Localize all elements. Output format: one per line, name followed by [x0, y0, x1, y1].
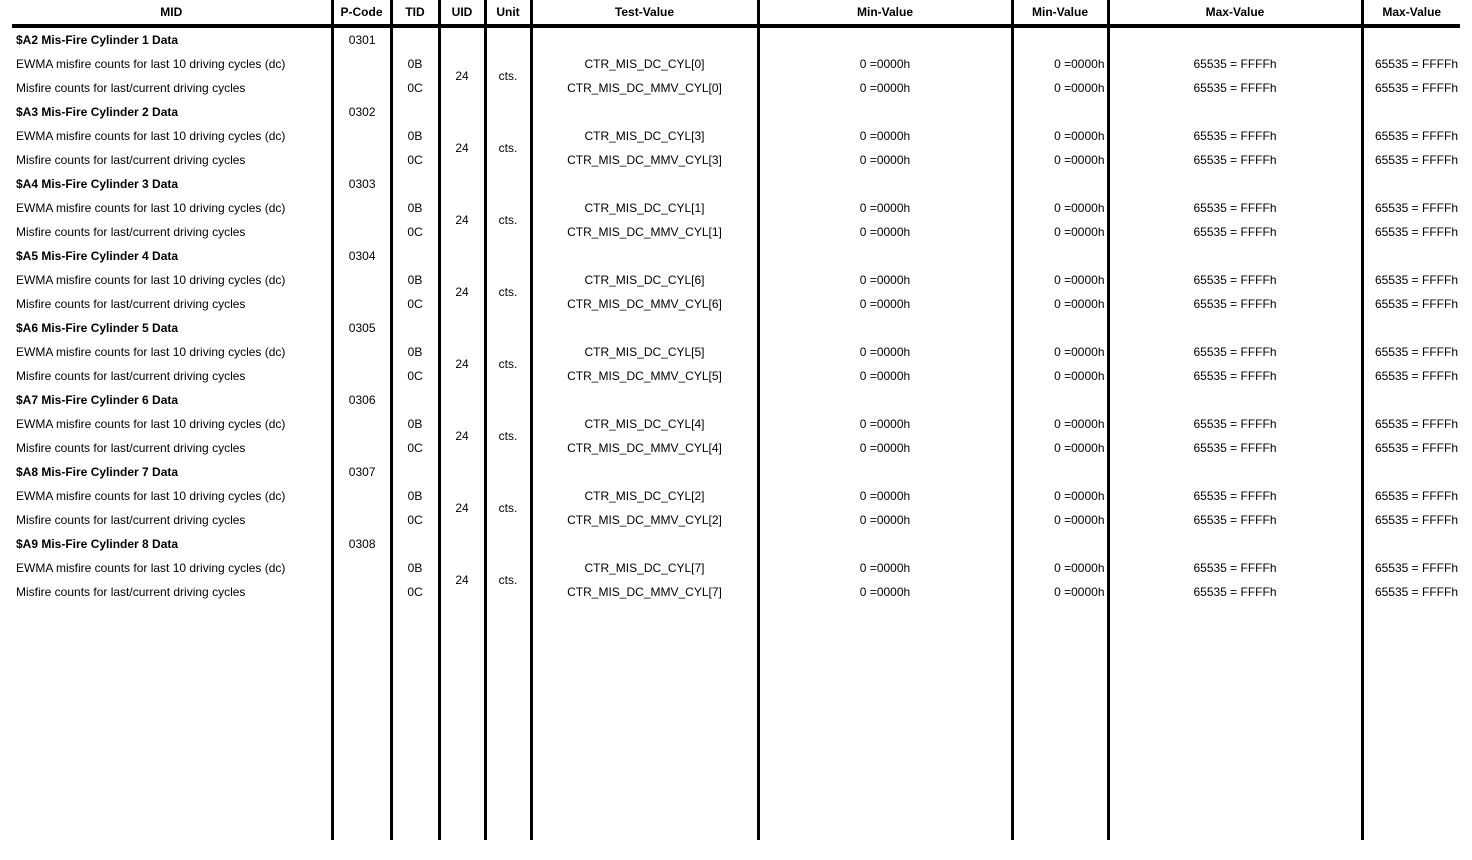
col-header-max-value-1: Max-Value	[1108, 0, 1362, 26]
max-value-1: 65535 = FFFFh	[1108, 340, 1362, 364]
table-row	[12, 220, 1460, 244]
tid-value: 0B	[391, 268, 439, 292]
table-row	[12, 148, 1460, 172]
empty-cell	[1108, 244, 1362, 268]
empty-cell	[485, 26, 531, 52]
col-header-pcode: P-Code	[332, 0, 391, 26]
tid-value: 0C	[391, 292, 439, 316]
empty-cell	[1108, 100, 1362, 124]
unit-value: cts.	[485, 412, 531, 460]
empty-cell	[1362, 460, 1460, 484]
test-value: CTR_MIS_DC_CYL[3]	[531, 124, 758, 148]
test-description: EWMA misfire counts for last 10 driving cycles (dc)	[16, 345, 286, 359]
max-value-2: 65535 = FFFFh	[1362, 52, 1460, 76]
empty-cell	[1012, 26, 1108, 52]
max-value-2: 65535 = FFFFh	[1362, 484, 1460, 508]
max-value-1: 65535 = FFFFh	[1108, 220, 1362, 244]
test-value: CTR_MIS_DC_MMV_CYL[0]	[531, 76, 758, 100]
group-title-row	[12, 26, 1460, 52]
pcode-value: 0304	[332, 244, 391, 268]
pcode-value: 0303	[332, 172, 391, 196]
mid-title: $A6 Mis-Fire Cylinder 5 Data	[16, 321, 179, 335]
col-header-min-value-1: Min-Value	[758, 0, 1012, 26]
test-description: Misfire counts for last/current driving cycles	[16, 81, 246, 95]
max-value-1: 65535 = FFFFh	[1108, 580, 1362, 604]
empty-cell	[439, 532, 485, 556]
empty-cell	[332, 580, 391, 604]
test-value: CTR_MIS_DC_CYL[4]	[531, 412, 758, 436]
min-value-1: 0 =0000h	[758, 196, 1012, 220]
uid-value: 24	[439, 268, 485, 316]
max-value-2: 65535 = FFFFh	[1362, 220, 1460, 244]
group-title-row	[12, 100, 1460, 124]
mid-title: $A9 Mis-Fire Cylinder 8 Data	[16, 537, 179, 551]
empty-cell	[758, 100, 1012, 124]
empty-cell	[332, 436, 391, 460]
empty-cell	[12, 604, 332, 840]
test-value: CTR_MIS_DC_MMV_CYL[7]	[531, 580, 758, 604]
empty-cell	[439, 388, 485, 412]
col-header-uid: UID	[439, 0, 485, 26]
empty-cell	[391, 100, 439, 124]
test-value: CTR_MIS_DC_MMV_CYL[5]	[531, 364, 758, 388]
min-value-1: 0 =0000h	[758, 436, 1012, 460]
empty-cell	[758, 316, 1012, 340]
empty-cell	[439, 26, 485, 52]
min-value-1: 0 =0000h	[758, 76, 1012, 100]
test-description: EWMA misfire counts for last 10 driving cycles (dc)	[16, 57, 286, 71]
empty-cell	[1012, 604, 1108, 840]
uid-value: 24	[439, 52, 485, 100]
table-row	[12, 76, 1460, 100]
empty-cell	[485, 460, 531, 484]
test-description: EWMA misfire counts for last 10 driving cycles (dc)	[16, 561, 286, 575]
empty-cell	[1108, 172, 1362, 196]
tid-value: 0C	[391, 220, 439, 244]
empty-cell	[1108, 26, 1362, 52]
empty-cell	[531, 100, 758, 124]
mid-title: $A4 Mis-Fire Cylinder 3 Data	[16, 177, 179, 191]
uid-value: 24	[439, 412, 485, 460]
empty-cell	[332, 220, 391, 244]
empty-cell	[391, 460, 439, 484]
empty-cell	[531, 388, 758, 412]
empty-cell	[332, 268, 391, 292]
empty-cell	[332, 508, 391, 532]
min-value-2: 0 =0000h	[1012, 556, 1108, 580]
min-value-2: 0 =0000h	[1012, 292, 1108, 316]
empty-cell	[391, 532, 439, 556]
empty-cell	[1362, 100, 1460, 124]
table-row	[12, 292, 1460, 316]
empty-cell	[531, 316, 758, 340]
min-value-2: 0 =0000h	[1012, 124, 1108, 148]
max-value-2: 65535 = FFFFh	[1362, 292, 1460, 316]
mid-title: $A8 Mis-Fire Cylinder 7 Data	[16, 465, 179, 479]
max-value-2: 65535 = FFFFh	[1362, 196, 1460, 220]
max-value-2: 65535 = FFFFh	[1362, 364, 1460, 388]
filler-row	[12, 604, 1460, 840]
min-value-1: 0 =0000h	[758, 412, 1012, 436]
tid-value: 0B	[391, 340, 439, 364]
max-value-1: 65535 = FFFFh	[1108, 268, 1362, 292]
empty-cell	[758, 604, 1012, 840]
max-value-2: 65535 = FFFFh	[1362, 76, 1460, 100]
max-value-1: 65535 = FFFFh	[1108, 148, 1362, 172]
empty-cell	[1362, 316, 1460, 340]
table-row	[12, 580, 1460, 604]
empty-cell	[485, 388, 531, 412]
table-row	[12, 196, 1460, 220]
tid-value: 0B	[391, 52, 439, 76]
empty-cell	[1108, 388, 1362, 412]
uid-value: 24	[439, 556, 485, 604]
col-header-tid: TID	[391, 0, 439, 26]
max-value-2: 65535 = FFFFh	[1362, 508, 1460, 532]
empty-cell	[1012, 460, 1108, 484]
min-value-1: 0 =0000h	[758, 556, 1012, 580]
misfire-monitor-table-sheet	[12, 0, 1460, 860]
test-value: CTR_MIS_DC_CYL[1]	[531, 196, 758, 220]
empty-cell	[391, 26, 439, 52]
table-body	[12, 26, 1460, 840]
min-value-2: 0 =0000h	[1012, 580, 1108, 604]
test-value: CTR_MIS_DC_CYL[7]	[531, 556, 758, 580]
empty-cell	[485, 172, 531, 196]
tid-value: 0B	[391, 412, 439, 436]
min-value-2: 0 =0000h	[1012, 76, 1108, 100]
empty-cell	[1362, 532, 1460, 556]
max-value-1: 65535 = FFFFh	[1108, 196, 1362, 220]
empty-cell	[391, 244, 439, 268]
empty-cell	[391, 604, 439, 840]
empty-cell	[439, 316, 485, 340]
unit-value: cts.	[485, 124, 531, 172]
uid-value: 24	[439, 196, 485, 244]
empty-cell	[332, 52, 391, 76]
mid-title: $A7 Mis-Fire Cylinder 6 Data	[16, 393, 179, 407]
empty-cell	[758, 460, 1012, 484]
test-description: Misfire counts for last/current driving cycles	[16, 441, 246, 455]
max-value-1: 65535 = FFFFh	[1108, 364, 1362, 388]
empty-cell	[439, 604, 485, 840]
empty-cell	[531, 532, 758, 556]
max-value-1: 65535 = FFFFh	[1108, 556, 1362, 580]
max-value-2: 65535 = FFFFh	[1362, 124, 1460, 148]
empty-cell	[1108, 460, 1362, 484]
table-row	[12, 364, 1460, 388]
table-row	[12, 340, 1460, 364]
min-value-2: 0 =0000h	[1012, 436, 1108, 460]
empty-cell	[758, 388, 1012, 412]
pcode-value: 0301	[332, 26, 391, 52]
min-value-1: 0 =0000h	[758, 484, 1012, 508]
min-value-1: 0 =0000h	[758, 340, 1012, 364]
test-value: CTR_MIS_DC_MMV_CYL[1]	[531, 220, 758, 244]
empty-cell	[531, 460, 758, 484]
empty-cell	[332, 484, 391, 508]
table-row	[12, 412, 1460, 436]
pcode-value: 0306	[332, 388, 391, 412]
empty-cell	[531, 172, 758, 196]
test-description: Misfire counts for last/current driving cycles	[16, 585, 246, 599]
max-value-2: 65535 = FFFFh	[1362, 556, 1460, 580]
empty-cell	[485, 316, 531, 340]
pcode-value: 0305	[332, 316, 391, 340]
max-value-2: 65535 = FFFFh	[1362, 436, 1460, 460]
min-value-2: 0 =0000h	[1012, 196, 1108, 220]
max-value-2: 65535 = FFFFh	[1362, 580, 1460, 604]
test-description: EWMA misfire counts for last 10 driving cycles (dc)	[16, 417, 286, 431]
test-value: CTR_MIS_DC_CYL[2]	[531, 484, 758, 508]
empty-cell	[439, 244, 485, 268]
table-row	[12, 556, 1460, 580]
uid-value: 24	[439, 124, 485, 172]
tid-value: 0C	[391, 364, 439, 388]
min-value-2: 0 =0000h	[1012, 148, 1108, 172]
min-value-2: 0 =0000h	[1012, 508, 1108, 532]
empty-cell	[1108, 532, 1362, 556]
max-value-2: 65535 = FFFFh	[1362, 268, 1460, 292]
unit-value: cts.	[485, 268, 531, 316]
empty-cell	[332, 196, 391, 220]
max-value-1: 65535 = FFFFh	[1108, 52, 1362, 76]
group-title-row	[12, 460, 1460, 484]
empty-cell	[332, 364, 391, 388]
unit-value: cts.	[485, 556, 531, 604]
tid-value: 0C	[391, 508, 439, 532]
empty-cell	[1012, 172, 1108, 196]
empty-cell	[332, 340, 391, 364]
test-description: Misfire counts for last/current driving cycles	[16, 153, 246, 167]
min-value-1: 0 =0000h	[758, 148, 1012, 172]
uid-value: 24	[439, 340, 485, 388]
max-value-1: 65535 = FFFFh	[1108, 124, 1362, 148]
empty-cell	[1012, 388, 1108, 412]
header-row	[12, 0, 1460, 26]
mid-title: $A5 Mis-Fire Cylinder 4 Data	[16, 249, 179, 263]
max-value-1: 65535 = FFFFh	[1108, 508, 1362, 532]
empty-cell	[531, 244, 758, 268]
empty-cell	[439, 460, 485, 484]
max-value-2: 65535 = FFFFh	[1362, 340, 1460, 364]
empty-cell	[1012, 532, 1108, 556]
min-value-2: 0 =0000h	[1012, 340, 1108, 364]
test-description: EWMA misfire counts for last 10 driving cycles (dc)	[16, 489, 286, 503]
min-value-2: 0 =0000h	[1012, 268, 1108, 292]
min-value-1: 0 =0000h	[758, 580, 1012, 604]
test-value: CTR_MIS_DC_MMV_CYL[4]	[531, 436, 758, 460]
empty-cell	[1108, 316, 1362, 340]
empty-cell	[332, 76, 391, 100]
empty-cell	[485, 604, 531, 840]
col-header-test-value: Test-Value	[531, 0, 758, 26]
mid-title: $A2 Mis-Fire Cylinder 1 Data	[16, 33, 179, 47]
unit-value: cts.	[485, 484, 531, 532]
test-value: CTR_MIS_DC_MMV_CYL[6]	[531, 292, 758, 316]
table-row	[12, 52, 1460, 76]
empty-cell	[439, 100, 485, 124]
min-value-1: 0 =0000h	[758, 124, 1012, 148]
max-value-1: 65535 = FFFFh	[1108, 412, 1362, 436]
group-title-row	[12, 388, 1460, 412]
test-description: Misfire counts for last/current driving cycles	[16, 513, 246, 527]
test-description: Misfire counts for last/current driving cycles	[16, 369, 246, 383]
test-description: EWMA misfire counts for last 10 driving cycles (dc)	[16, 273, 286, 287]
tid-value: 0C	[391, 436, 439, 460]
test-value: CTR_MIS_DC_CYL[0]	[531, 52, 758, 76]
empty-cell	[485, 532, 531, 556]
empty-cell	[332, 124, 391, 148]
table-row	[12, 436, 1460, 460]
group-title-row	[12, 532, 1460, 556]
empty-cell	[391, 172, 439, 196]
max-value-2: 65535 = FFFFh	[1362, 148, 1460, 172]
group-title-row	[12, 172, 1460, 196]
tid-value: 0B	[391, 484, 439, 508]
test-description: EWMA misfire counts for last 10 driving cycles (dc)	[16, 201, 286, 215]
pcode-value: 0302	[332, 100, 391, 124]
tid-value: 0C	[391, 76, 439, 100]
max-value-1: 65535 = FFFFh	[1108, 484, 1362, 508]
table-row	[12, 124, 1460, 148]
min-value-1: 0 =0000h	[758, 52, 1012, 76]
test-description: Misfire counts for last/current driving cycles	[16, 297, 246, 311]
empty-cell	[1012, 100, 1108, 124]
pcode-value: 0307	[332, 460, 391, 484]
empty-cell	[1362, 244, 1460, 268]
unit-value: cts.	[485, 52, 531, 100]
empty-cell	[391, 388, 439, 412]
col-header-max-value-2: Max-Value	[1362, 0, 1460, 26]
empty-cell	[1362, 172, 1460, 196]
min-value-2: 0 =0000h	[1012, 364, 1108, 388]
unit-value: cts.	[485, 340, 531, 388]
table-row	[12, 508, 1460, 532]
min-value-2: 0 =0000h	[1012, 412, 1108, 436]
empty-cell	[439, 172, 485, 196]
empty-cell	[1108, 604, 1362, 840]
unit-value: cts.	[485, 196, 531, 244]
max-value-1: 65535 = FFFFh	[1108, 436, 1362, 460]
empty-cell	[332, 604, 391, 840]
empty-cell	[1362, 26, 1460, 52]
test-value: CTR_MIS_DC_MMV_CYL[2]	[531, 508, 758, 532]
empty-cell	[332, 292, 391, 316]
tid-value: 0B	[391, 196, 439, 220]
empty-cell	[1012, 316, 1108, 340]
max-value-2: 65535 = FFFFh	[1362, 412, 1460, 436]
empty-cell	[485, 244, 531, 268]
pcode-value: 0308	[332, 532, 391, 556]
tid-value: 0C	[391, 148, 439, 172]
test-description: Misfire counts for last/current driving cycles	[16, 225, 246, 239]
col-header-min-value-2: Min-Value	[1012, 0, 1108, 26]
group-title-row	[12, 316, 1460, 340]
empty-cell	[1012, 244, 1108, 268]
min-value-2: 0 =0000h	[1012, 52, 1108, 76]
tid-value: 0B	[391, 124, 439, 148]
empty-cell	[332, 556, 391, 580]
min-value-1: 0 =0000h	[758, 292, 1012, 316]
mid-title: $A3 Mis-Fire Cylinder 2 Data	[16, 105, 179, 119]
empty-cell	[391, 316, 439, 340]
misfire-monitor-table	[12, 0, 1460, 840]
empty-cell	[1362, 388, 1460, 412]
test-value: CTR_MIS_DC_CYL[5]	[531, 340, 758, 364]
test-description: EWMA misfire counts for last 10 driving cycles (dc)	[16, 129, 286, 143]
min-value-1: 0 =0000h	[758, 268, 1012, 292]
min-value-1: 0 =0000h	[758, 220, 1012, 244]
min-value-2: 0 =0000h	[1012, 220, 1108, 244]
table-row	[12, 268, 1460, 292]
empty-cell	[758, 244, 1012, 268]
empty-cell	[332, 148, 391, 172]
min-value-1: 0 =0000h	[758, 364, 1012, 388]
empty-cell	[485, 100, 531, 124]
tid-value: 0C	[391, 580, 439, 604]
uid-value: 24	[439, 484, 485, 532]
max-value-1: 65535 = FFFFh	[1108, 76, 1362, 100]
test-value: CTR_MIS_DC_CYL[6]	[531, 268, 758, 292]
col-header-unit: Unit	[485, 0, 531, 26]
empty-cell	[758, 26, 1012, 52]
test-value: CTR_MIS_DC_MMV_CYL[3]	[531, 148, 758, 172]
min-value-1: 0 =0000h	[758, 508, 1012, 532]
empty-cell	[1362, 604, 1460, 840]
empty-cell	[758, 172, 1012, 196]
table-row	[12, 484, 1460, 508]
empty-cell	[531, 604, 758, 840]
tid-value: 0B	[391, 556, 439, 580]
empty-cell	[758, 532, 1012, 556]
empty-cell	[531, 26, 758, 52]
min-value-2: 0 =0000h	[1012, 484, 1108, 508]
col-header-mid: MID	[12, 0, 332, 26]
group-title-row	[12, 244, 1460, 268]
max-value-1: 65535 = FFFFh	[1108, 292, 1362, 316]
empty-cell	[332, 412, 391, 436]
